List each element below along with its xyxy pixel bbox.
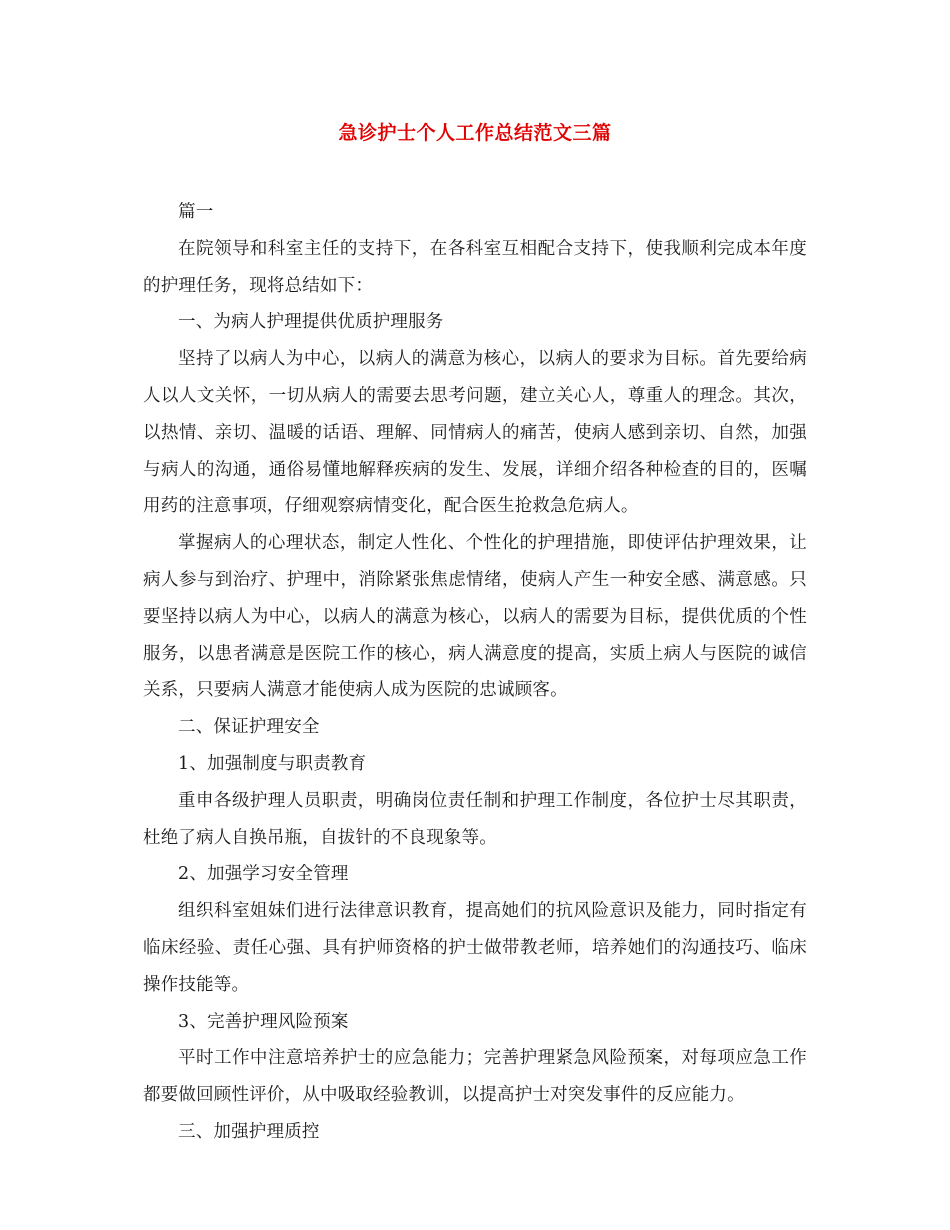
subheading-2-3: 3、完善护理风险预案 bbox=[178, 1011, 349, 1032]
document-title: 急诊护士个人工作总结范文三篇 bbox=[338, 122, 612, 144]
subheading-2-1: 1、加强制度与职责教育 bbox=[178, 753, 367, 774]
body-paragraph: 掌握病人的心理状态，制定人性化、个性化的护理措施，即使评估护理效果，让病人参与到治疗、护理中，消除紧张焦虑情绪，使病人产生一种安全感、满意感。只要坚持以病人为中心，以病人的满意为核心，以病人的需要为目标，提供优质的个性服务，以患者满意是医院工作的核心，病人满意度的提高，实质上病人与医院的诚信关系，只要病人满意才能使病人成为医院的忠诚顾客。 bbox=[143, 533, 807, 701]
body-paragraph: 重申各级护理人员职责，明确岗位责任制和护理工作制度，各位护士尽其职责，杜绝了病人自换吊瓶，自拔针的不良现象等。 bbox=[143, 790, 807, 848]
section-label-pian1: 篇一 bbox=[178, 202, 214, 222]
intro-paragraph: 在院领导和科室主任的支持下，在各科室互相配合支持下，使我顺利完成本年度的护理任务，现将总结如下： bbox=[143, 238, 807, 296]
subheading-2-2: 2、加强学习安全管理 bbox=[178, 864, 349, 885]
body-paragraph: 组织科室姐妹们进行法律意识教育，提高她们的抗风险意识及能力，同时指定有临床经验、责任心强、具有护师资格的护士做带教老师，培养她们的沟通技巧、临床操作技能等。 bbox=[143, 901, 807, 995]
body-paragraph: 坚持了以病人为中心，以病人的满意为核心，以病人的要求为目标。首先要给病人以人文关怀，一切从病人的需要去思考问题，建立关心人，尊重人的理念。其次，以热情、亲切、温暖的话语、理解、同情病人的痛苦，使病人感到亲切、自然，加强与病人的沟通，通俗易懂地解释疾病的发生、发展，详细介绍各种检查的目的，医嘱用药的注意事项，仔细观察病情变化，配合医生抢救急危病人。 bbox=[143, 349, 807, 517]
heading-section-3: 三、加强护理质控 bbox=[178, 1121, 320, 1142]
heading-section-2: 二、保证护理安全 bbox=[178, 717, 320, 738]
heading-section-1: 一、为病人护理提供优质护理服务 bbox=[178, 312, 444, 333]
document-page bbox=[143, 120, 807, 1151]
body-paragraph: 平时工作中注意培养护士的应急能力；完善护理紧急风险预案，对每项应急工作都要做回顾性评价，从中吸取经验教训，以提高护士对突发事件的反应能力。 bbox=[143, 1048, 807, 1106]
